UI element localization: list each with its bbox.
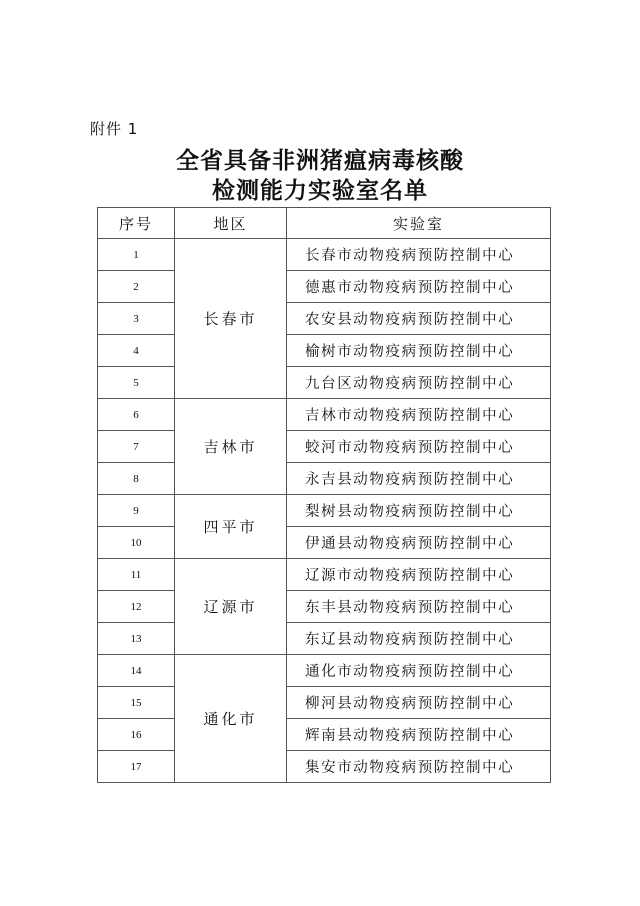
laboratory-name: 辉南县动物疫病预防控制中心 <box>287 719 551 751</box>
row-number: 4 <box>98 335 175 367</box>
table-row <box>98 751 551 783</box>
header-number: 序号 <box>98 208 175 239</box>
row-number: 6 <box>98 399 175 431</box>
table-row <box>98 399 551 431</box>
table-row <box>98 463 551 495</box>
laboratory-name: 长春市动物疫病预防控制中心 <box>287 239 551 271</box>
region-cell: 四平市 <box>175 495 287 559</box>
table-body <box>98 239 551 783</box>
table-row <box>98 303 551 335</box>
table-row <box>98 687 551 719</box>
header-laboratory: 实验室 <box>287 208 551 239</box>
laboratory-name: 吉林市动物疫病预防控制中心 <box>287 399 551 431</box>
row-number: 13 <box>98 623 175 655</box>
region-cell: 长春市 <box>175 239 287 399</box>
laboratory-name: 集安市动物疫病预防控制中心 <box>287 751 551 783</box>
laboratory-name: 榆树市动物疫病预防控制中心 <box>287 335 551 367</box>
row-number: 2 <box>98 271 175 303</box>
laboratory-name: 梨树县动物疫病预防控制中心 <box>287 495 551 527</box>
laboratory-name: 蛟河市动物疫病预防控制中心 <box>287 431 551 463</box>
row-number: 17 <box>98 751 175 783</box>
row-number: 14 <box>98 655 175 687</box>
table-row <box>98 591 551 623</box>
table-row <box>98 495 551 527</box>
row-number: 12 <box>98 591 175 623</box>
table-header-row <box>98 208 551 239</box>
row-number: 10 <box>98 527 175 559</box>
laboratory-name: 德惠市动物疫病预防控制中心 <box>287 271 551 303</box>
laboratory-name: 东辽县动物疫病预防控制中心 <box>287 623 551 655</box>
laboratory-name: 伊通县动物疫病预防控制中心 <box>287 527 551 559</box>
laboratory-table <box>97 207 551 783</box>
row-number: 3 <box>98 303 175 335</box>
row-number: 9 <box>98 495 175 527</box>
region-cell: 辽源市 <box>175 559 287 655</box>
table-row <box>98 655 551 687</box>
row-number: 1 <box>98 239 175 271</box>
document-title-line-1: 全省具备非洲猪瘟病毒核酸 <box>176 148 464 174</box>
laboratory-name: 农安县动物疫病预防控制中心 <box>287 303 551 335</box>
document-title-line-2: 检测能力实验室名单 <box>212 178 428 204</box>
row-number: 15 <box>98 687 175 719</box>
table-row <box>98 335 551 367</box>
region-cell: 吉林市 <box>175 399 287 495</box>
row-number: 11 <box>98 559 175 591</box>
row-number: 8 <box>98 463 175 495</box>
row-number: 5 <box>98 367 175 399</box>
table-row <box>98 367 551 399</box>
table-row <box>98 559 551 591</box>
table-row <box>98 431 551 463</box>
table-row <box>98 719 551 751</box>
laboratory-name: 永吉县动物疫病预防控制中心 <box>287 463 551 495</box>
table-row <box>98 527 551 559</box>
attachment-label: 附件 1 <box>90 120 139 138</box>
laboratory-name: 通化市动物疫病预防控制中心 <box>287 655 551 687</box>
laboratory-name: 九台区动物疫病预防控制中心 <box>287 367 551 399</box>
table-row <box>98 271 551 303</box>
laboratory-name: 东丰县动物疫病预防控制中心 <box>287 591 551 623</box>
row-number: 16 <box>98 719 175 751</box>
table-row <box>98 623 551 655</box>
region-cell: 通化市 <box>175 655 287 783</box>
table-row <box>98 239 551 271</box>
laboratory-name: 柳河县动物疫病预防控制中心 <box>287 687 551 719</box>
row-number: 7 <box>98 431 175 463</box>
laboratory-name: 辽源市动物疫病预防控制中心 <box>287 559 551 591</box>
header-region: 地区 <box>175 208 287 239</box>
